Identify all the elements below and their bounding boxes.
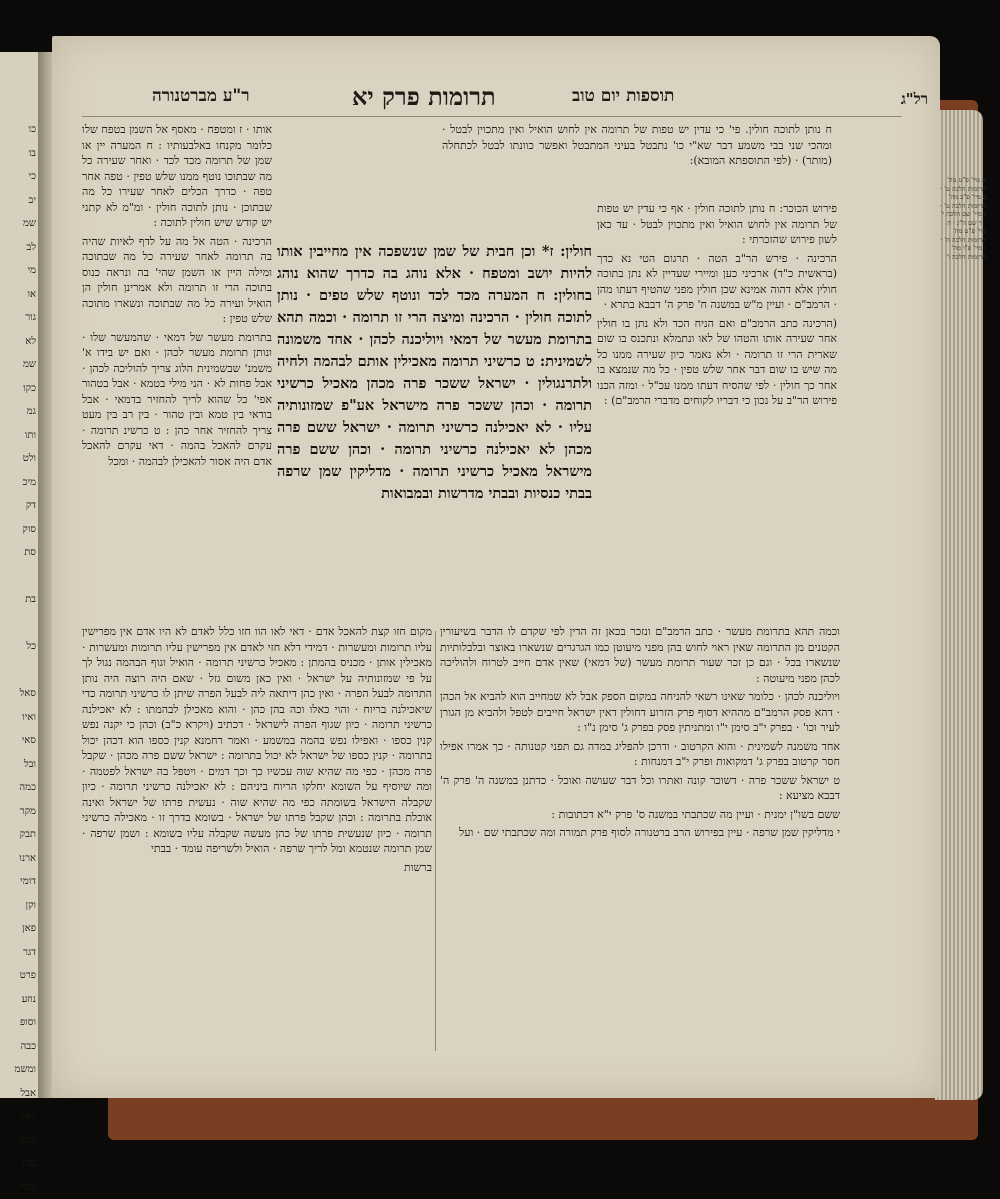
bartenura-lower-column bbox=[82, 624, 432, 1064]
left-page-fragment: כבה bbox=[0, 1035, 36, 1059]
tosafot-paragraph: אחד משמנה לשמינית · והוא הקרטוב · ודרכן להפליג במדה גם תפני קטנותה · כך אמרו אפילו חסר קרטוב בפרק ג' דמקואות ופרק י"ב דמנחות : bbox=[440, 739, 840, 770]
left-page-fragment: ותו bbox=[0, 424, 36, 448]
left-page-fragment: פרט bbox=[0, 964, 36, 988]
left-page-fragment: סוק bbox=[0, 518, 36, 542]
page-number: רל"ג bbox=[901, 90, 928, 109]
left-page-fragment: ובל bbox=[0, 753, 36, 777]
bartenura-paragraph: מקום חזו קצת להאכל אדם · דאי לאו הוו חזו כלל לאדם לא היו אדם אין מפרישין עליו תרומות ומעשרות · דמידי דלא חזי לאדם אין מפרישין עליו תרומות ומעשרות · מאכילין אותן · מכניס בהמתן : מאכיל כרשיני תרומה · הואיל וגוף הבהמה נגול לך על פי שמזונותיה על ישראל · ואין כאן משום גזל · שאם היה רוצה היה נותן התרומה לבעל הפרה · ואין כהן דיתאה ליה לבעל הפרה שיתן לו כרשיני תרומה כדי שיאכילנה בריוח · והוי כאלו וכה בהן כהן · והוא מאכילן לבהמתו : לא יאכילנה כרשיני תרומה · כיון שגוף הפרה לישראל · דכתיב (ויקרא כ"ב) וכהן כי יקנה נפש קנין כספו · ואפילו נפש בהמה במשמע · ואמר רחמנא קנין כספו הוא דכהן יכול בתרומה · קנין כספו של ישראל לא יכול בתרומה : ישראל ששם פרה מכהן · שקבל פרה מכהן · כפי מה שהיא שוה עכשיו כך וכך דמים · ויטפל בה ישראל לפטמה · ומה שיוסיף על השומא יחלקו הריוח ביניהם : לא יאכילנה כרשיני תרומה · כיון שקבלה הישראל בשומתה כפי מה שהיא שוה · נעשית פרתו של ישראל ואינה אוכלת בתרומה : וכהן שקבל פרתו של ישראל · בשומא בדרך זו · מאכילה כרשיני תרומה · כיון שנעשית פרתו של כהן מעשה שקבלה עליו בשומא : ושמן שרפה · שמן תרומה שנטמא ומל לריך שרפה · הואיל ולשריפה עומד · בבתי bbox=[82, 624, 432, 857]
left-page-fragment: ולט bbox=[0, 447, 36, 471]
left-page-fragment bbox=[0, 659, 36, 683]
left-page-fragment: אבל bbox=[0, 1082, 36, 1106]
left-page-fragment: כל bbox=[0, 635, 36, 659]
left-page-fragment: יב bbox=[0, 189, 36, 213]
left-page-fragment: דומי bbox=[0, 870, 36, 894]
left-page-fragment: לא bbox=[0, 330, 36, 354]
left-page-fragment: ארנו bbox=[0, 847, 36, 871]
bartenura-column bbox=[82, 122, 272, 622]
tosafot-lower-column bbox=[440, 624, 840, 1044]
column-divider bbox=[435, 631, 436, 1051]
left-page-fragment: גמ bbox=[0, 400, 36, 424]
chapter-title: תרומות פרק יא bbox=[352, 82, 496, 112]
tosafot-paragraph: וכמה תהא בתרומת מעשר · כתב הרמב"ם ונזכר בכאן זה הדין לפי שקדם לו הדבר בשיעורין הקטנים מן התרומה שאין ראוי לחוש בהן מפני מיעוטן כמו הגרגרים שנשארו באוצר ובלבלותיות שנשארו בכל · וגם כן זכר שעור תרומת מעשר (של דמאי) שאין אדם חייב לטרוח ולהוליכה לכהן מפני מיעוטה : bbox=[440, 624, 840, 686]
bartenura-header: ר"ע מברטנורה bbox=[152, 86, 250, 106]
margin-references: א מיי' פ"ט מה' תרומות הלכה ט' · ב מיי' פ"ב מה' תרומות הלכה ט' · ג מיי' שם הלכה י' · ד שם ה"ג · ה מיי' פ"ט מה' תרומות הלכה ה' · ו מיי' פ"ו מה' תרומות הלכה ו' bbox=[940, 176, 986, 261]
left-page-fragment: דגר bbox=[0, 941, 36, 965]
left-page-fragment: סאי bbox=[0, 729, 36, 753]
left-page-fragment: מי bbox=[0, 259, 36, 283]
left-page-fragment: ראוי bbox=[0, 1105, 36, 1129]
tosafot-paragraph: ששם בשו"ן ימנית · ועיין מה שכתבתי במשנה ס' פרק י"א דכתובות : bbox=[440, 807, 840, 823]
left-page-fragment: ואיו bbox=[0, 706, 36, 730]
left-page-fragment: דק bbox=[0, 494, 36, 518]
tosafot-paragraph: פירוש הכוכר: ח נותן לתוכה חולין · אף כי עדין יש טפות של תרומה אין לחוש הואיל ואין מתכוין לבטל · עד כאן לשון פירוש שהזכרתי : bbox=[597, 201, 837, 248]
bartenura-paragraph: ברשות bbox=[82, 860, 432, 876]
bartenura-paragraph: אותו · ז ומטפח · מאסף אל השמן בטפח שלו כלומר מקנחו באלבעותיו : ח המערה יין או שמן של תרומה מכד לכד · ואחר שעירה כל מה שבתוכו נוטף ממנו שלש טפין · טפה אחר טפה · כדרך הכלים לאחר שעירו כל מה שבתוכן · נותן לתוכה חולין · ומ"מ לא קתני יש קודש שיש חולין לתוכה : bbox=[82, 122, 272, 231]
left-page-fragment: וסרי bbox=[0, 1176, 36, 1199]
tosafot-top-text: ח נותן לתוכה חולין. פי' כי עדין יש טפות של תרומה אין לחוש הואיל ואין מתכוין לבטל · ומהכי שני בבי משמע דבר שא"י כו' נתבטל בעיני המתבטל ואפשר כוונתו לבטל לכתחלה (מותר) · (לפי התוספתא המובא): bbox=[442, 122, 832, 202]
left-page-fragment: כקו bbox=[0, 377, 36, 401]
left-page-fragment: נוזע bbox=[0, 988, 36, 1012]
mishnah-text: חולין: ז* וכן חבית של שמן שנשפכה אין מחייבין אותו להיות יושב ומטפח · אלא נוהג בה כדרך שהוא נוהג בחולין: ח המערה מכד לכד ונוטף שלש טפים · נותן לתוכה חולין · הרכינה ומיצה הרי זו תרומה · וכמה תהא בתרומת מעשר של דמאי ויוליכנה לכהן · אחד משמונה לשמינית: ט כרשיני תרומה מאכילין אותם לבהמה ולחיה ולתרנגולין · ישראל ששכר פרה מכהן מאכיל כרשיני תרומה · וכהן ששכר פרה מישראל אע"פ שמזונותיה עליו · לא יאכילנה כרשיני תרומה · ישראל ששם פרה מכהן לא יאכילנה כרשיני תרומה · וכהן ששם פרה מישראל מאכיל כרשיני תרומה · מדליקין שמן שרפה בבתי כנסיות ובבתי מדרשות ובמבואות bbox=[277, 241, 592, 631]
left-page-fragment: ומשמ bbox=[0, 1058, 36, 1082]
tosafot-paragraph: ט ישראל ששכר פרה · דשוכר קונה ואתרו וכל דבר שעושה ואוכל · כדתנן במשנה ה' פרק ה' דבבא מציעא : bbox=[440, 773, 840, 804]
tosafot-paragraph: י מדליקין שמן שרפה · עיין בפירוש הרב ברטנורה לסוף פרק תמורה ומה שכתבתי שם · ועל bbox=[440, 825, 840, 841]
left-page-fragment: בת bbox=[0, 588, 36, 612]
left-page-fragment bbox=[0, 565, 36, 589]
left-page-fragment: קטני bbox=[0, 1129, 36, 1153]
left-page-fragment: וקן bbox=[0, 894, 36, 918]
left-page-fragment: סאל bbox=[0, 682, 36, 706]
tosafot-paragraph: (הרכינה כתב הרמב"ם ואם הניח הכד ולא נתן בו חולין אחר שעירה אותו והטהו של לאו ונתמלא ונתכנס בו שום שארית הרי זו תרומה · ולא נאמר כיון שעירה ממנו כל מה שיש בו שום דבר אחר שלש טפין · כל מה שנמצא בו אחר כך חולין · לפי שהסיח דעתו ממנו עכ"ל · ומזה הכנו פירוש הר"ב על נכון כי דבריו לקוחים מדברי הרמב"ם) : bbox=[597, 316, 837, 409]
left-page-fragment: כו bbox=[0, 118, 36, 142]
left-page-fragment: תבק bbox=[0, 823, 36, 847]
left-page-fragment: מיכ bbox=[0, 471, 36, 495]
bartenura-paragraph: בתרומת מעשר של דמאי · שהמעשר שלו · ונותן תרומת מעשר לכהן · ואם יש בידו א' משמנ' שבשמינית הלוג צריך להוליכה לכהן · אבל פחות לא · הני מילי בטמא · אבל בטהור אפי' כל שהוא לריך להחזיר בדמאי · אבל בודאי בין טמא ובין טהור · בין רב בין מעט צריך להחזיר אחר כהן : ט כרשינ תרומה · עקרם להאכל בהמה · דאי עקרם להאכל אדם היה אסור להאכילן לבהמה · ומכל bbox=[82, 330, 272, 470]
left-page-fragment: בו bbox=[0, 142, 36, 166]
left-page-fragment: פאן bbox=[0, 917, 36, 941]
tosafot-header: תוספות יום טוב bbox=[572, 86, 674, 106]
left-page-fragment: וסופ bbox=[0, 1011, 36, 1035]
tosafot-paragraph: ויוליכנה לכהן · כלומר שאינו רשאי להניחה במקום הספק אבל לא שמחייב הוא להביא אל הכהן · דהא פסק הרמב"ם מההיא דסוף פרק הזרוע דחולין דאין ישראל חייבים לטפל ולהביא מן הגורן לעיר וכו' · בפרק י"ב סימן י"ו ומתניתין פסק בפרק ג' סימן נ"ו : bbox=[440, 689, 840, 736]
left-page-fragment: כמה bbox=[0, 776, 36, 800]
tosafot-paragraph: הרכינה · פירש הר"ב הטה · תרגום הטי נא כדך (בראשית כ"ד) ארכיני כען ומיירי שעדיין לא נתן בתוכה חולין אלא דהוה אמינא שכן חולין מפני שהטיף דעתו מהן · הרמב"ם · ועיין מ"ש במשנה ח' פרק ה' דבבא בתרא · bbox=[597, 251, 837, 313]
left-page-fragment: ענין bbox=[0, 1152, 36, 1176]
left-page-fragment: מקר bbox=[0, 800, 36, 824]
left-page-fragment: שמ bbox=[0, 353, 36, 377]
left-page-fragment bbox=[0, 612, 36, 636]
tosafot-column bbox=[597, 201, 837, 621]
left-page-fragment: שמ bbox=[0, 212, 36, 236]
bartenura-paragraph: הרכינה · הטה אל מה על לדף לאיות שהיה בה תרומה לאחר שעירה כל מה שבתוכה ומילה היין או השמן שהי' בה ונראה כנוס בתוכה הרי זו תרומה ולא אמרינן חולין הן הואיל ועירה כל מה שבתוכה ונשארו מתוכה שלש טפין : bbox=[82, 234, 272, 327]
left-page-fragments bbox=[0, 118, 36, 1018]
left-page-fragment: לב bbox=[0, 236, 36, 260]
left-page-fragment: כי bbox=[0, 165, 36, 189]
book-page bbox=[52, 36, 940, 1098]
left-page-fragment: סת bbox=[0, 541, 36, 565]
left-page-fragment: גור bbox=[0, 306, 36, 330]
left-page-fragment: או bbox=[0, 283, 36, 307]
header-rule bbox=[82, 116, 902, 117]
